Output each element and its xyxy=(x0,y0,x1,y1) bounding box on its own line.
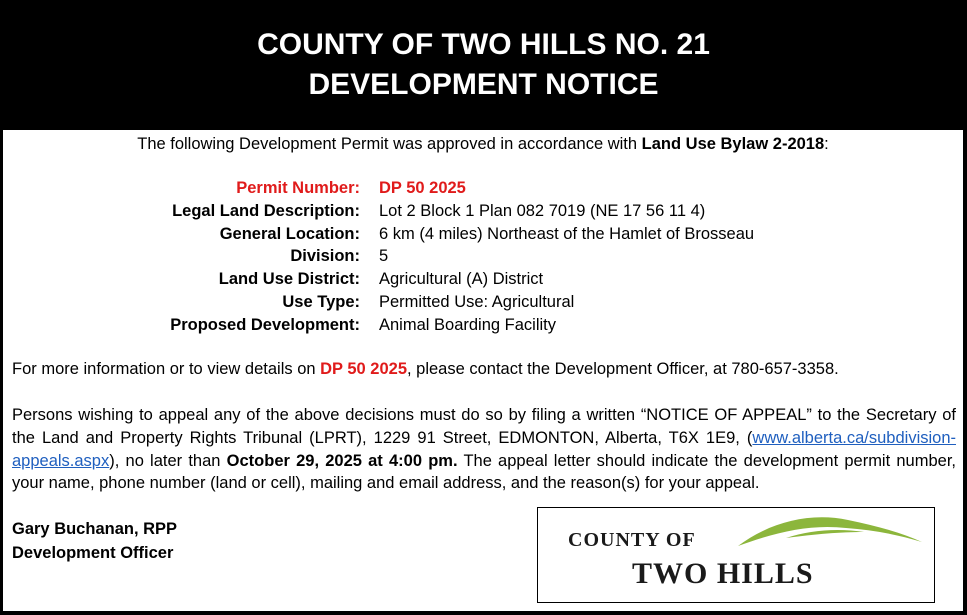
detail-row-proposed-development xyxy=(3,314,963,337)
detail-label: Land Use District: xyxy=(218,270,360,289)
detail-label: Proposed Development: xyxy=(170,315,360,334)
signature-block xyxy=(12,517,177,565)
info-permit-number: DP 50 2025 xyxy=(320,360,407,378)
detail-row-use-type xyxy=(3,291,963,314)
info-before: For more information or to view details on xyxy=(12,360,321,378)
logo-text-line1: COUNTY OF xyxy=(568,529,696,551)
detail-value: 5 xyxy=(379,247,389,266)
notice-header xyxy=(0,0,967,130)
detail-row-land-use-district xyxy=(3,268,963,291)
appeals-link[interactable]: www.alberta.ca/subdivision-appeals.aspx xyxy=(12,428,956,470)
appeal-deadline: October 29, 2025 at 4:00 pm. xyxy=(226,451,458,470)
detail-row-permit-number xyxy=(3,177,963,200)
appeal-paragraph xyxy=(12,404,956,495)
detail-row-general-location xyxy=(3,223,963,246)
detail-label: Legal Land Description: xyxy=(172,201,360,220)
detail-label: Division: xyxy=(290,247,360,266)
county-logo xyxy=(537,507,935,603)
officer-title: Development Officer xyxy=(12,544,174,562)
notice-body xyxy=(3,130,963,611)
appeal-text-3: The appeal letter should indicate the development permit number, your name, phone number (land or cell), mailing and email address, and the reason(s) for your appeal. xyxy=(12,451,956,493)
permit-details xyxy=(3,177,963,337)
hills-swoosh-lower xyxy=(786,530,864,538)
detail-label: Permit Number: xyxy=(236,179,360,197)
detail-value: Lot 2 Block 1 Plan 082 7019 (NE 17 56 11 4) xyxy=(379,201,706,220)
detail-row-division xyxy=(3,245,963,268)
bylaw-name: Land Use Bylaw 2-2018 xyxy=(641,135,825,153)
info-after: , please contact the Development Officer, at 780-657-3358. xyxy=(407,360,839,378)
detail-value: Agricultural (A) District xyxy=(379,270,544,289)
officer-name: Gary Buchanan, RPP xyxy=(12,520,178,538)
county-logo-graphic xyxy=(538,508,934,602)
detail-value: 6 km (4 miles) Northeast of the Hamlet of Brosseau xyxy=(379,224,755,243)
logo-text-line2: TWO HILLS xyxy=(632,557,814,590)
detail-value: DP 50 2025 xyxy=(379,179,466,197)
appeal-text-1: Persons wishing to appeal any of the above decisions must do so by filing a written “NOTICE OF APPEAL” to the Secretary of the Land and Property Rights Tribunal (LPRT), 1229 91 Street, EDMONTON, Alberta, T6X 1E9, ( xyxy=(12,406,956,447)
detail-value: Animal Boarding Facility xyxy=(379,315,556,334)
intro-after: : xyxy=(824,135,829,153)
intro-text xyxy=(3,133,963,155)
detail-row-legal-land xyxy=(3,200,963,223)
detail-label: General Location: xyxy=(219,224,360,243)
detail-value: Permitted Use: Agricultural xyxy=(379,292,575,311)
contact-info xyxy=(12,358,839,380)
header-title-line1: COUNTY OF TWO HILLS NO. 21 xyxy=(257,28,710,61)
intro-before: The following Development Permit was approved in accordance with xyxy=(137,135,642,153)
appeal-text-2: ), no later than xyxy=(109,451,227,470)
header-title-line2: DEVELOPMENT NOTICE xyxy=(308,68,659,101)
detail-label: Use Type: xyxy=(282,292,360,311)
